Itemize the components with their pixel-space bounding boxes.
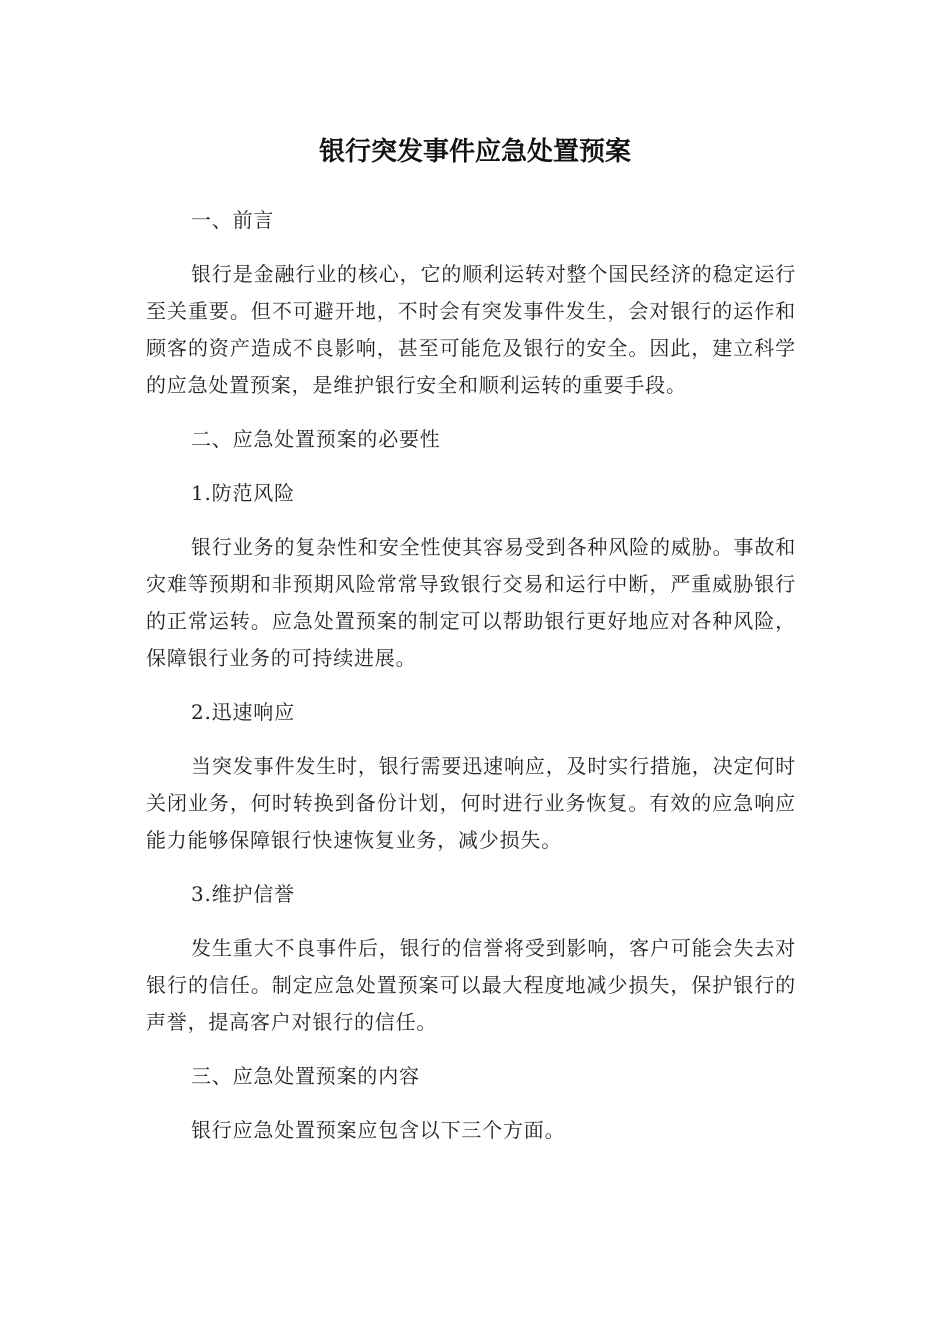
section-heading-necessity: 二、应急处置预案的必要性	[191, 427, 441, 451]
subheading-rapid-response: 2.迅速响应	[191, 700, 295, 724]
paragraph-risk-prevention: 银行业务的复杂性和安全性使其容易受到各种风险的威胁。事故和灾难等预期和非预期风险常常导致银行交易和运行中断，严重威胁银行的正常运转。应急处置预案的制定可以帮助银行更好地应对各种风险，保障银行业务的可持续进展。	[146, 535, 796, 670]
section-heading-preface: 一、前言	[191, 208, 275, 232]
section-heading-contents: 三、应急处置预案的内容	[191, 1064, 420, 1088]
paragraph-contents: 银行应急处置预案应包含以下三个方面。	[191, 1118, 566, 1142]
document-body	[146, 202, 796, 1166]
subheading-risk-prevention: 1.防范风险	[191, 481, 295, 505]
subheading-reputation: 3.维护信誉	[191, 882, 295, 906]
paragraph-rapid-response: 当突发事件发生时，银行需要迅速响应，及时实行措施，决定何时关闭业务，何时转换到备份计划，何时进行业务恢复。有效的应急响应能力能够保障银行快速恢复业务，减少损失。	[146, 754, 796, 852]
document-title: 银行突发事件应急处置预案	[318, 137, 631, 167]
paragraph-preface: 银行是金融行业的核心，它的顺利运转对整个国民经济的稳定运行至关重要。但不可避开地，不时会有突发事件发生，会对银行的运作和顾客的资产造成不良影响，甚至可能危及银行的安全。因此，建立科学的应急处置预案，是维护银行安全和顺利运转的重要手段。	[146, 262, 796, 397]
paragraph-reputation: 发生重大不良事件后，银行的信誉将受到影响，客户可能会失去对银行的信任。制定应急处置预案可以最大程度地减少损失，保护银行的声誉，提高客户对银行的信任。	[146, 936, 796, 1034]
